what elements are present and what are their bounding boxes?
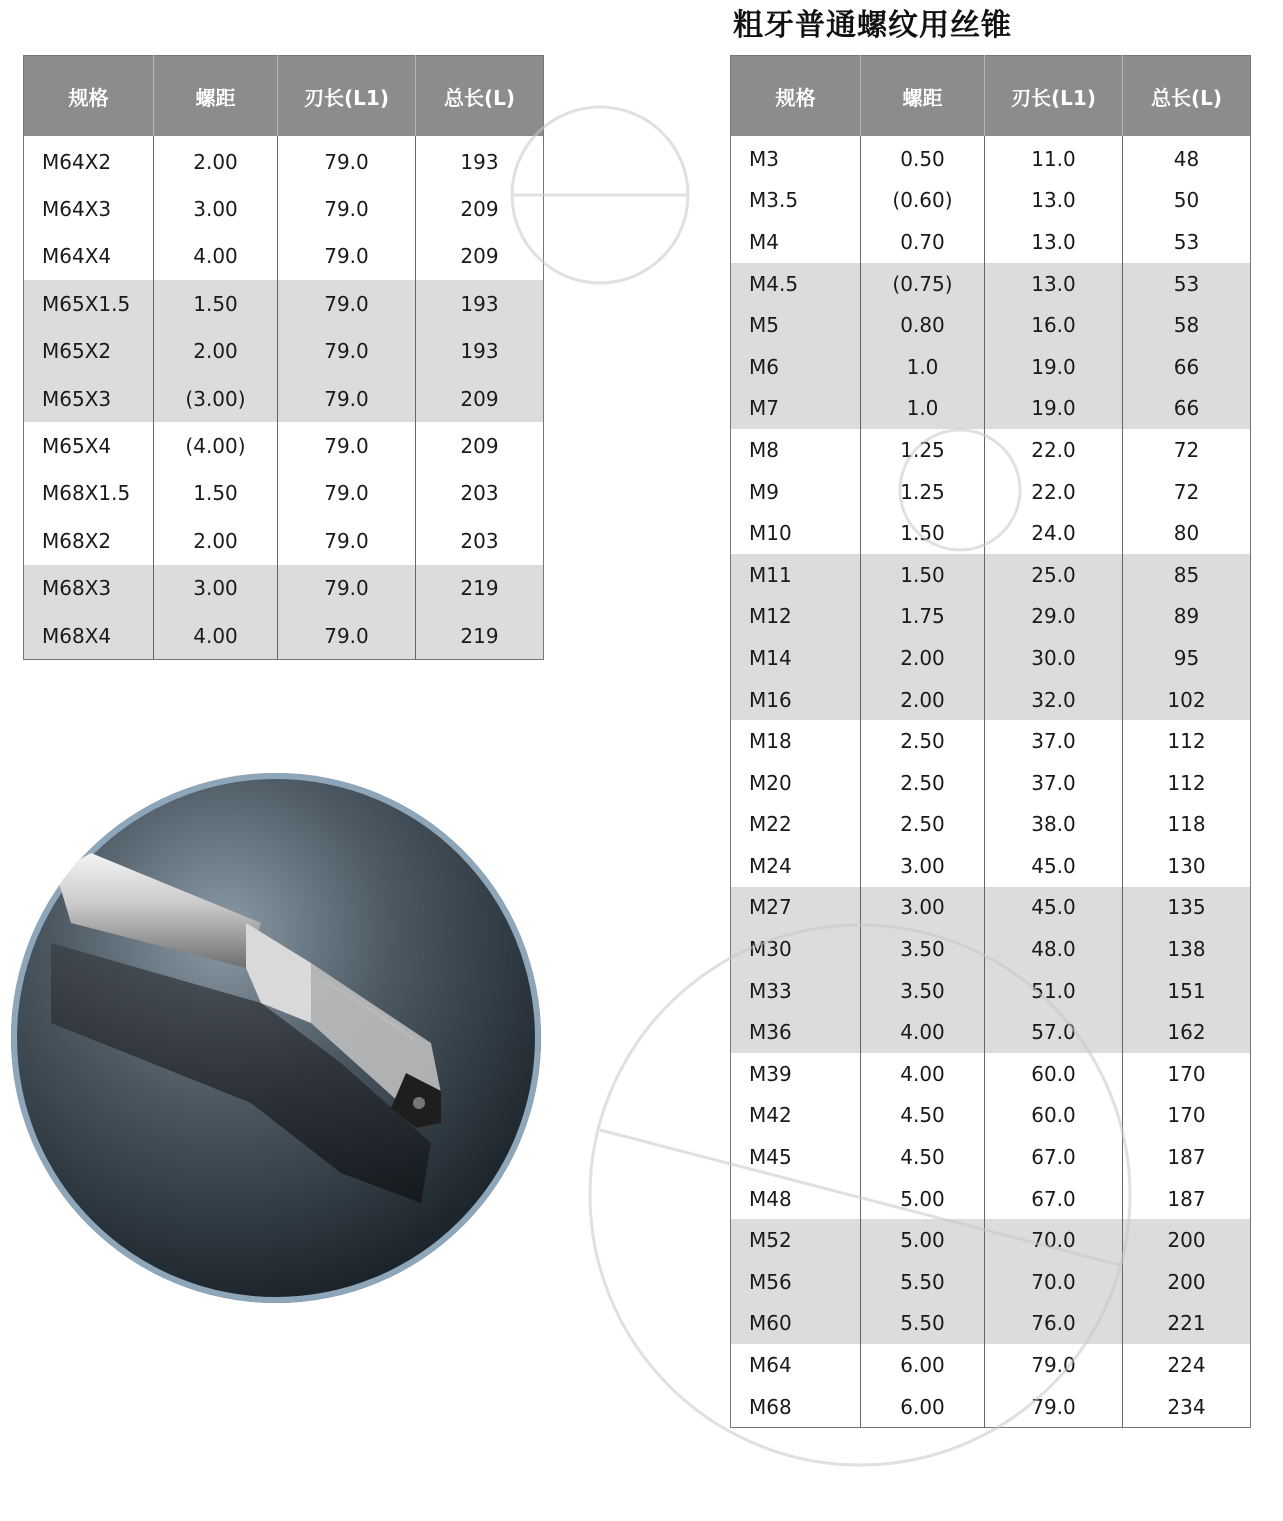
table-header-row [731,56,1251,137]
table-row [731,429,1251,471]
table-row [731,804,1251,846]
header-spec: 规格 [24,56,154,137]
cell-spec: M3.5 [749,188,799,213]
table-row [24,328,544,375]
table-row [731,970,1251,1012]
cell-pitch: 4.00 [154,233,278,280]
table-row [731,1011,1251,1053]
cell-cutting-length: 79.0 [278,612,416,660]
cell-cutting-length: 70.0 [985,1261,1123,1303]
table-row [731,1386,1251,1428]
cell-total-length: 221 [1123,1303,1251,1345]
cell-spec: M4.5 [731,263,861,305]
table-row [24,470,544,517]
cell-spec: M7 [731,388,861,430]
table-body [24,136,544,660]
table-row [731,388,1251,430]
cell-cutting-length: 19.0 [985,388,1123,430]
header-total-length: 总长(L) [1123,56,1251,137]
cell-pitch: 3.00 [861,845,985,887]
cell-pitch: 1.75 [861,596,985,638]
cell-total-length: 53 [1123,263,1251,305]
cell-spec: M52 [731,1219,861,1261]
table-row [731,1095,1251,1137]
cell-pitch: 6.00 [861,1344,985,1386]
cell-spec: M65X3 [24,375,154,422]
spec-table-coarse-thread [730,55,1251,1428]
cell-pitch: 4.00 [154,612,278,660]
cell-spec: M68 [749,1394,792,1419]
table-row [731,471,1251,513]
table-row [731,1136,1251,1178]
cell-total-length: 80 [1123,512,1251,554]
cell-cutting-length: 19.0 [985,346,1123,388]
tap-illustration [11,773,541,1303]
cell-cutting-length: 79.0 [278,233,416,280]
cell-total-length: 200 [1123,1261,1251,1303]
cell-spec: M42 [749,1103,792,1128]
cell-total-length: 50 [1123,180,1251,222]
header-spec: 规格 [731,56,861,137]
cell-pitch: 3.00 [861,887,985,929]
cell-cutting-length: 60.0 [985,1053,1123,1095]
cell-total-length: 66 [1123,346,1251,388]
cell-cutting-length: 70.0 [985,1219,1123,1261]
cell-cutting-length: 79.0 [278,565,416,612]
header-cutting-length: 刃长(L1) [985,56,1123,137]
cell-pitch: 5.50 [861,1303,985,1345]
table-row [731,596,1251,638]
cell-cutting-length: 37.0 [985,762,1123,804]
cell-pitch: 0.50 [861,136,985,180]
table-row [24,422,544,469]
cell-total-length: 102 [1123,679,1251,721]
cell-total-length: 203 [416,470,544,517]
cell-cutting-length: 22.0 [985,471,1123,513]
cell-pitch: 2.00 [154,328,278,375]
cell-spec: M10 [749,521,792,546]
cell-total-length: 72 [1123,429,1251,471]
cell-total-length: 151 [1123,970,1251,1012]
cell-spec: M56 [731,1261,861,1303]
table-row [731,136,1251,180]
cell-total-length: 170 [1123,1095,1251,1137]
cell-pitch: 4.00 [861,1053,985,1095]
cell-cutting-length: 13.0 [985,221,1123,263]
cell-spec: M36 [731,1011,861,1053]
cell-cutting-length: 13.0 [985,263,1123,305]
header-cutting-length: 刃长(L1) [278,56,416,137]
product-photo [11,773,541,1303]
cell-cutting-length: 79.0 [278,328,416,375]
cell-spec: M11 [731,554,861,596]
cell-pitch: 6.00 [861,1386,985,1428]
cell-cutting-length: 13.0 [985,180,1123,222]
table-row [731,1178,1251,1220]
cell-cutting-length: 32.0 [985,679,1123,721]
cell-spec: M45 [749,1145,792,1170]
table-row [731,1344,1251,1386]
cell-spec: M27 [731,887,861,929]
cell-cutting-length: 79.0 [278,280,416,327]
cell-pitch: 3.00 [154,565,278,612]
cell-cutting-length: 24.0 [985,512,1123,554]
table-row [731,304,1251,346]
cell-cutting-length: 45.0 [985,845,1123,887]
table-row [731,221,1251,263]
cell-total-length: 89 [1123,596,1251,638]
cell-pitch: 0.80 [861,304,985,346]
cell-total-length: 187 [1123,1178,1251,1220]
cell-cutting-length: 22.0 [985,429,1123,471]
cell-spec: M14 [731,637,861,679]
cell-total-length: 162 [1123,1011,1251,1053]
cell-pitch: 2.00 [154,517,278,564]
cell-cutting-length: 79.0 [985,1344,1123,1386]
table-row [24,280,544,327]
cell-spec: M65X4 [42,434,112,459]
cell-spec: M68X1.5 [42,481,131,506]
cell-total-length: 219 [416,612,544,660]
cell-cutting-length: 51.0 [985,970,1123,1012]
cell-cutting-length: 25.0 [985,554,1123,596]
cell-pitch: 4.50 [861,1136,985,1178]
header-pitch: 螺距 [861,56,985,137]
cell-spec: M64X4 [42,244,112,269]
cell-total-length: 203 [416,517,544,564]
table-row [24,233,544,280]
table-row [731,1053,1251,1095]
cell-pitch: (3.00) [154,375,278,422]
table-header-row [24,56,544,137]
cell-cutting-length: 29.0 [985,596,1123,638]
cell-cutting-length: 79.0 [278,185,416,232]
cell-pitch: 4.50 [861,1095,985,1137]
cell-total-length: 130 [1123,845,1251,887]
cell-pitch: 2.50 [861,720,985,762]
cell-pitch: 3.00 [154,185,278,232]
table-row [731,679,1251,721]
cell-total-length: 193 [416,328,544,375]
table-row [731,928,1251,970]
cell-pitch: 5.50 [861,1261,985,1303]
cell-total-length: 72 [1123,471,1251,513]
cell-total-length: 48 [1123,136,1251,180]
cell-pitch: 1.50 [154,470,278,517]
table-row [731,263,1251,305]
cell-pitch: (0.60) [861,180,985,222]
cell-pitch: 1.0 [861,346,985,388]
cell-pitch: 1.0 [861,388,985,430]
cell-spec: M65X1.5 [24,280,154,327]
cell-pitch: 3.50 [861,928,985,970]
table-row [731,180,1251,222]
cell-spec: M60 [731,1303,861,1345]
cell-spec: M64X2 [42,149,112,174]
table-row [24,136,544,185]
table-body [731,136,1251,1428]
table-row [731,845,1251,887]
cell-spec: M4 [749,229,779,254]
cell-total-length: 112 [1123,762,1251,804]
page-title: 粗牙普通螺纹用丝锥 [733,8,1012,43]
cell-total-length: 112 [1123,720,1251,762]
header-total-length: 总长(L) [416,56,544,137]
cell-total-length: 193 [416,136,544,185]
cell-spec: M33 [731,970,861,1012]
table-row [24,375,544,422]
spec-table-fine-thread [23,55,544,660]
cell-pitch: (4.00) [154,422,278,469]
table-row [731,346,1251,388]
table-row [731,762,1251,804]
cell-total-length: 200 [1123,1219,1251,1261]
table-row [731,1303,1251,1345]
cell-pitch: 5.00 [861,1219,985,1261]
cell-total-length: 95 [1123,637,1251,679]
table-row [731,1219,1251,1261]
cell-spec: M22 [749,812,792,837]
table-row [731,512,1251,554]
cell-spec: M9 [749,479,779,504]
cell-total-length: 66 [1123,388,1251,430]
table-row [24,565,544,612]
cell-cutting-length: 67.0 [985,1136,1123,1178]
cell-pitch: 2.50 [861,762,985,804]
cell-total-length: 209 [416,375,544,422]
cell-spec: M3 [749,146,779,171]
cell-total-length: 138 [1123,928,1251,970]
cell-total-length: 224 [1123,1344,1251,1386]
cell-pitch: 2.00 [861,679,985,721]
cell-total-length: 53 [1123,221,1251,263]
cell-spec: M16 [731,679,861,721]
cell-cutting-length: 48.0 [985,928,1123,970]
cell-total-length: 85 [1123,554,1251,596]
cell-spec: M68X4 [24,612,154,660]
cell-spec: M18 [749,729,792,754]
cell-total-length: 187 [1123,1136,1251,1178]
cell-cutting-length: 45.0 [985,887,1123,929]
cell-spec: M39 [749,1061,792,1086]
cell-pitch: 1.25 [861,471,985,513]
cell-cutting-length: 11.0 [985,136,1123,180]
cell-cutting-length: 37.0 [985,720,1123,762]
cell-total-length: 193 [416,280,544,327]
cell-cutting-length: 79.0 [278,470,416,517]
cell-spec: M68X3 [24,565,154,612]
cell-pitch: 1.50 [861,554,985,596]
cell-spec: M8 [749,437,779,462]
cell-spec: M68X2 [42,528,112,553]
cell-pitch: 2.00 [861,637,985,679]
cell-spec: M20 [749,770,792,795]
cell-total-length: 118 [1123,804,1251,846]
cell-pitch: 0.70 [861,221,985,263]
cell-total-length: 209 [416,185,544,232]
table-row [731,887,1251,929]
cell-pitch: 2.50 [861,804,985,846]
cell-cutting-length: 57.0 [985,1011,1123,1053]
cell-cutting-length: 79.0 [985,1386,1123,1428]
table-row [731,637,1251,679]
cell-spec: M6 [731,346,861,388]
cell-pitch: 1.25 [861,429,985,471]
table-row [24,612,544,660]
cell-cutting-length: 79.0 [278,422,416,469]
cell-spec: M48 [749,1186,792,1211]
cell-spec: M64X3 [42,197,112,222]
cell-pitch: 3.50 [861,970,985,1012]
table-row [24,185,544,232]
cell-total-length: 135 [1123,887,1251,929]
cell-total-length: 170 [1123,1053,1251,1095]
cell-spec: M24 [749,853,792,878]
cell-pitch: 1.50 [154,280,278,327]
cell-spec: M12 [731,596,861,638]
cell-total-length: 219 [416,565,544,612]
cell-spec: M65X2 [24,328,154,375]
table-row [731,554,1251,596]
cell-cutting-length: 30.0 [985,637,1123,679]
cell-pitch: 2.00 [154,136,278,185]
cell-pitch: 5.00 [861,1178,985,1220]
cell-cutting-length: 79.0 [278,136,416,185]
cell-cutting-length: 60.0 [985,1095,1123,1137]
cell-spec: M5 [731,304,861,346]
header-pitch: 螺距 [154,56,278,137]
cell-total-length: 209 [416,233,544,280]
cell-cutting-length: 67.0 [985,1178,1123,1220]
cell-cutting-length: 76.0 [985,1303,1123,1345]
table-row [731,1261,1251,1303]
table-row [24,517,544,564]
cell-total-length: 58 [1123,304,1251,346]
cell-spec: M64 [749,1353,792,1378]
cell-total-length: 234 [1123,1386,1251,1428]
cell-pitch: 4.00 [861,1011,985,1053]
cell-cutting-length: 79.0 [278,375,416,422]
cell-pitch: 1.50 [861,512,985,554]
cell-total-length: 209 [416,422,544,469]
cell-pitch: (0.75) [861,263,985,305]
cell-spec: M30 [731,928,861,970]
table-row [731,720,1251,762]
cell-cutting-length: 79.0 [278,517,416,564]
cell-cutting-length: 38.0 [985,804,1123,846]
cell-cutting-length: 16.0 [985,304,1123,346]
